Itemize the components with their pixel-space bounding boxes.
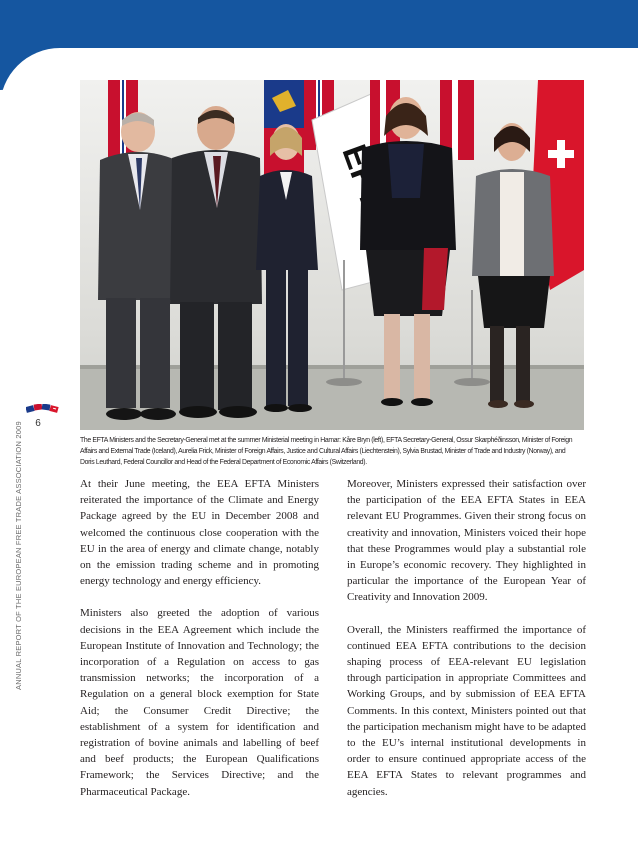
paragraph: Moreover, Ministers expressed their satisfaction over the participation of the EEA EFTA States in EEA relevant EU Programmes. Given their strong focus on creativity and innovation, Ministers voiced their hope that these Programmes would play a substantial role in Europe’s economic recovery. They highlighted in particular the importance of the European Year of Creativity and Innovation 2009. bbox=[347, 478, 586, 604]
header-band bbox=[0, 0, 638, 48]
page-number: 6 bbox=[35, 418, 41, 429]
photo-caption: The EFTA Ministers and the Secretary-General met at the summer Ministerial meeting in Hamar: Kåre Bryn (left), EFTA Secretary-General, Össur Skarphéðinsson, Minister of Foreign Affairs and External Trade (Iceland), Aurelia Frick, Minister of Foreign Affairs, Justice and Cultural Affairs (Liechtenstein), Sylvia Brustad, Minister of Trade and Industry (Norway), and Doris Leuthard, Federal Councillor and Head of the Federal Department of Economic Affairs (Switzerland). bbox=[80, 437, 573, 466]
left-column bbox=[80, 476, 319, 816]
right-column bbox=[347, 476, 586, 816]
efta-flags-icon bbox=[26, 404, 60, 418]
paragraph: At their June meeting, the EEA EFTA Ministers reiterated the importance of the Climate and Energy Package agreed by the EU in December 2008 and welcomed the continuous close cooperation with the EU in the area of energy and climate change, notably on the emission trading scheme and in promoting energy technology and energy efficiency. bbox=[80, 478, 319, 588]
ministers-photo bbox=[80, 80, 584, 430]
paragraph: Ministers also greeted the adoption of various decisions in the EEA Agreement which include the European Institute of Innovation and Technology; the incorporation of a Regulation on access to gas transmission networks; the incorporation of a Regulation on a general block exemption for State Aid; the Consumer Credit Directive; the establishment of a system for identification and registration of bovine animals and labelling of beef and beef products; the European Qualifications Framework; the Services Directive; and the Pharmaceutical Package. bbox=[80, 607, 319, 798]
photo-icon bbox=[80, 80, 584, 430]
side-running-title: ANNUAL REPORT OF THE EUROPEAN FREE TRADE ASSOCIATION 2009 bbox=[14, 421, 23, 690]
paragraph: Overall, the Ministers reaffirmed the importance of continued EEA EFTA contributions to the decision shaping process of EEA-relevant EU legislation through participation in appropriate Committees and Working Groups, and by submission of EEA EFTA Comments. In this context, Ministers pointed out that the participation mechanism might have to be adapted to the EU’s internal institutional developments in order to ensure continued appropriate access of the EEA EFTA States to relevant programmes and agencies. bbox=[347, 623, 586, 798]
